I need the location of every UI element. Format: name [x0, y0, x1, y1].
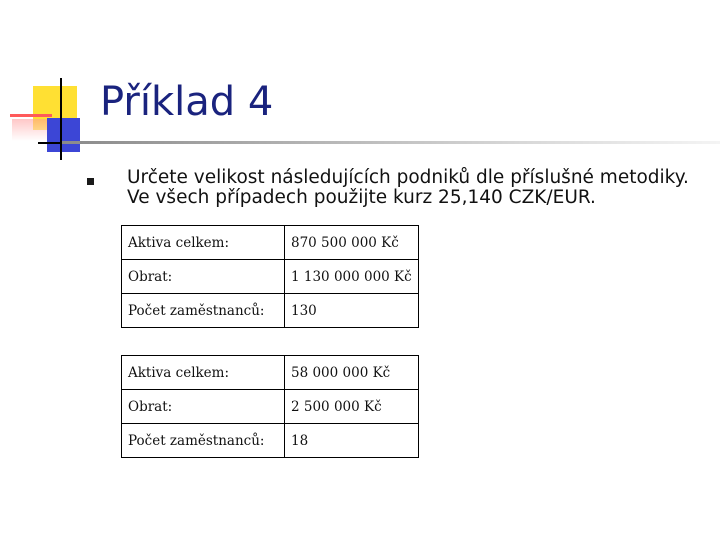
row-label: Aktiva celkem:	[122, 356, 285, 390]
row-value: 18	[285, 424, 419, 458]
row-label: Počet zaměstnanců:	[122, 294, 285, 328]
row-value: 2 500 000 Kč	[285, 390, 419, 424]
company-2-table	[121, 355, 419, 458]
bullet-square-icon	[87, 178, 94, 185]
row-label: Počet zaměstnanců:	[122, 424, 285, 458]
row-value: 58 000 000 Kč	[285, 356, 419, 390]
row-label: Aktiva celkem:	[122, 226, 285, 260]
table-row	[122, 356, 419, 390]
table-row	[122, 226, 419, 260]
table-row	[122, 390, 419, 424]
company-1-table	[121, 225, 419, 328]
logo-red-line	[10, 114, 52, 117]
row-label: Obrat:	[122, 390, 285, 424]
instruction-text: Určete velikost následujících podniků dle příslušné metodiky. Ve všech případech použijte kurz 25,140 CZK/EUR.	[127, 167, 689, 208]
table-row	[122, 294, 419, 328]
logo-blue-block	[47, 118, 80, 152]
row-value: 870 500 000 Kč	[285, 226, 419, 260]
title-divider	[62, 141, 720, 144]
table-row	[122, 424, 419, 458]
row-value: 1 130 000 000 Kč	[285, 260, 419, 294]
row-value: 130	[285, 294, 419, 328]
logo-vertical-line	[60, 78, 62, 160]
table-row	[122, 260, 419, 294]
row-label: Obrat:	[122, 260, 285, 294]
slide-title: Příklad 4	[100, 79, 274, 125]
